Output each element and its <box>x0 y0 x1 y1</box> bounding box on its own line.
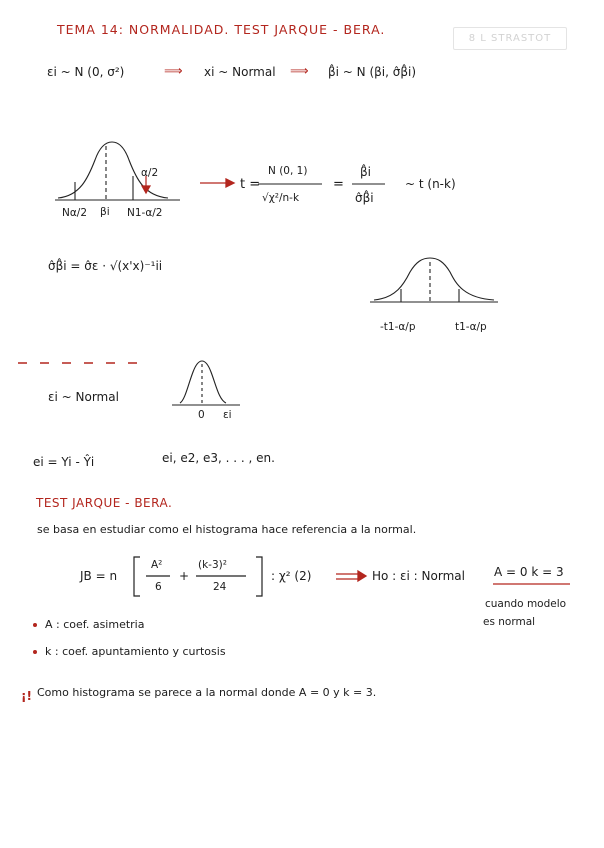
t-lhs: t = <box>240 177 261 192</box>
t-denominator-2: σ̂β̂i <box>355 191 374 205</box>
jb-chi: : χ² (2) <box>271 569 312 583</box>
jb-plus: + <box>179 569 190 583</box>
eq-rhs: β̂i ~ N (βi, σ̂β̂i) <box>328 65 417 79</box>
t-denominator: √χ²/n-k <box>262 192 300 204</box>
jb-heading: TEST JARQUE - BERA. <box>36 496 173 510</box>
alpha-half-label: α/2 <box>141 167 159 179</box>
jb-h0: Ho : εi : Normal <box>372 569 465 583</box>
tick-mid-label: βi <box>100 206 110 218</box>
eq-mid: xi ~ Normal <box>204 65 276 79</box>
bell-curve-2 <box>370 258 498 302</box>
stamp: 8 L STRASTOT <box>453 27 567 50</box>
jb-note-1: cuando modelo <box>485 598 567 610</box>
bullet-a-text: A : coef. asimetria <box>45 618 145 631</box>
t-equals: = <box>333 177 344 192</box>
axis-zero-label: 0 <box>198 409 205 421</box>
tick-left-label: Nα/2 <box>62 207 87 219</box>
t-right-label: t1-α/p <box>455 321 487 333</box>
jb-term2-num: (k-3)² <box>198 559 227 571</box>
bullet-dot-a <box>33 623 37 627</box>
bullet-dot-k <box>33 650 37 654</box>
bell-curve-1 <box>55 142 180 200</box>
jb-term1-den: 6 <box>155 581 162 593</box>
implies-arrow-1: ⟹ <box>164 64 183 79</box>
residual-definition: ei = Yi - Ŷi <box>33 455 95 469</box>
jb-note-2: es normal <box>483 616 536 628</box>
jb-term1-num: A² <box>151 559 163 571</box>
t-numerator-2: β̂i <box>360 165 371 179</box>
implies-arrow-2: ⟹ <box>290 64 309 79</box>
se-formula: σ̂β̂i = σ̂ε · √(x'x)⁻¹ii <box>48 259 163 273</box>
jb-arrow <box>336 571 366 581</box>
t-distribution: ~ t (n-k) <box>405 177 456 191</box>
tick-right-label: N1-α/2 <box>127 207 163 219</box>
jb-intro: se basa en estudiar como el histograma hace referencia a la normal. <box>37 523 417 536</box>
axis-eps-label: εi <box>223 409 232 421</box>
bullet-k-text: k : coef. apuntamiento y curtosis <box>45 645 226 658</box>
t-left-label: -t1-α/p <box>380 321 416 333</box>
t-numerator: N (0, 1) <box>268 165 308 177</box>
page-title: TEMA 14: NORMALIDAD. TEST JARQUE - BERA. <box>57 22 386 37</box>
bell-curve-3 <box>172 361 240 405</box>
jb-term2-den: 24 <box>213 581 227 593</box>
residual-list: ei, e2, e3, . . . , en. <box>162 451 275 465</box>
jb-prefix: JB = n <box>80 569 118 583</box>
error-normal-label: εi ~ Normal <box>48 390 119 404</box>
arrow-to-t <box>200 179 234 187</box>
exclamation-mark: ¡! <box>21 689 32 703</box>
eq-lhs: εi ~ N (0, σ²) <box>47 65 125 79</box>
conclusion-text: Como histograma se parece a la normal donde A = 0 y k = 3. <box>37 686 377 699</box>
jb-condition: A = 0 k = 3 <box>494 565 564 579</box>
